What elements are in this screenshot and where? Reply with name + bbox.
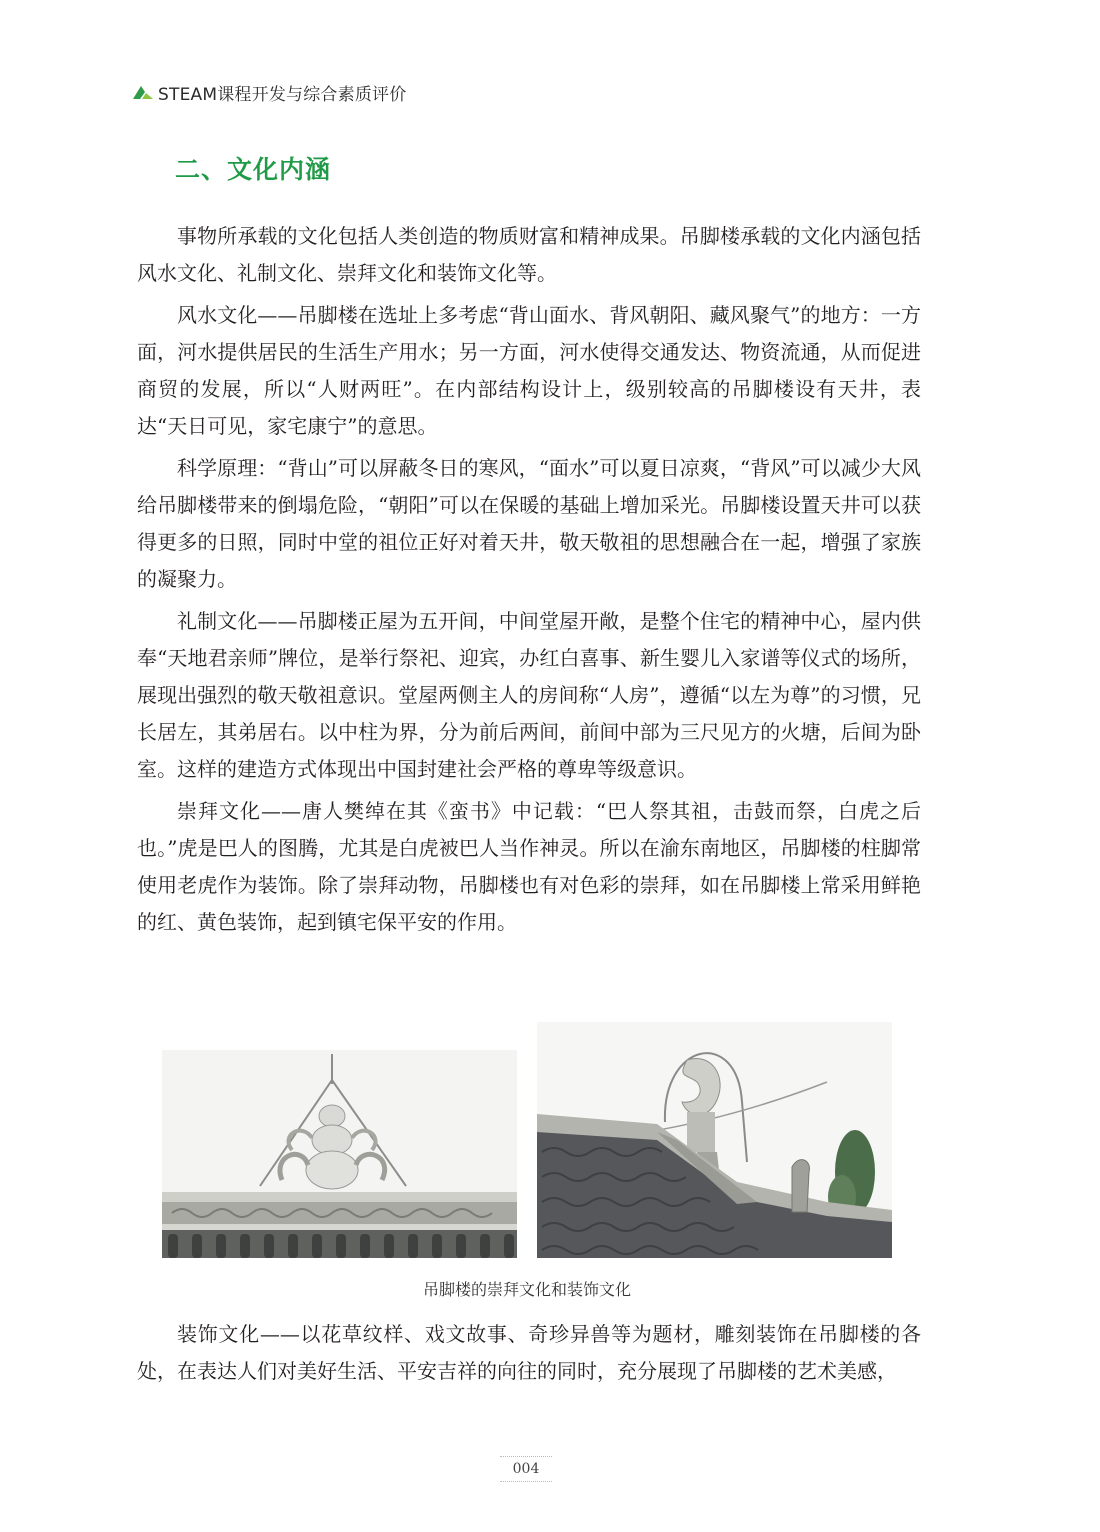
page-number: 004 (500, 1456, 552, 1482)
paragraph: 科学原理：“背山”可以屏蔽冬日的寒风，“面水”可以夏日凉爽，“背风”可以减少大风给吊脚楼带来的倒塌危险，“朝阳”可以在保暖的基础上增加采光。吊脚楼设置天井可以获得更多的日照，同时中堂的祖位正好对着天井，敬天敬祖的思想融合在一起，增强了家族的凝聚力。 (137, 456, 921, 591)
paragraph: 崇拜文化——唐人樊绰在其《蛮书》中记载：“巴人祭其祖，击鼓而祭，白虎之后也。”虎是巴人的图腾，尤其是白虎被巴人当作神灵。所以在渝东南地区，吊脚楼的柱脚常使用老虎作为装饰。除了崇拜动物，吊脚楼也有对色彩的崇拜，如在吊脚楼上常采用鲜艳的红、黄色装饰，起到镇宅保平安的作用。 (137, 799, 921, 934)
running-header (133, 80, 406, 104)
paragraph: 装饰文化——以花草纹样、戏文故事、奇珍异兽等为题材，雕刻装饰在吊脚楼的各处，在表达人们对美好生活、平安吉祥的向往的同时，充分展现了吊脚楼的艺术美感， (137, 1322, 921, 1383)
paragraph: 礼制文化——吊脚楼正屋为五开间，中间堂屋开敞，是整个住宅的精神中心，屋内供奉“天地君亲师”牌位，是举行祭祀、迎宾，办红白喜事、新生婴儿入家谱等仪式的场所，展现出强烈的敬天敬祖意识。堂屋两侧主人的房间称“人房”，遵循“以左为尊”的习惯，兄长居左，其弟居右。以中柱为界，分为前后两间，前间中部为三尺见方的火塘，后间为卧室。这样的建造方式体现出中国封建社会严格的尊卑等级意识。 (137, 609, 921, 781)
body-text-bottom (137, 1316, 921, 1395)
green-triangle-logo-icon (133, 84, 153, 100)
figure-caption: 吊脚楼的崇拜文化和装饰文化 (422, 1280, 631, 1299)
header-title: STEAM课程开发与综合素质评价 (158, 84, 407, 105)
photo-roof-ridge-ornament (162, 1050, 517, 1258)
paragraph: 事物所承载的文化包括人类创造的物质财富和精神成果。吊脚楼承载的文化内涵包括风水文化、礼制文化、崇拜文化和装饰文化等。 (137, 224, 921, 285)
paragraph: 风水文化——吊脚楼在选址上多考虑“背山面水、背风朝阳、藏风聚气”的地方：一方面，河水提供居民的生活生产用水；另一方面，河水使得交通发达、物资流通，从而促进商贸的发展，所以“人财两旺”。在内部结构设计上，级别较高的吊脚楼设有天井，表达“天日可见，家宅康宁”的意思。 (137, 303, 921, 438)
section-title: 二、文化内涵 (175, 155, 332, 184)
photo-roof-fish-ornament (537, 1022, 892, 1258)
body-text-top (137, 218, 921, 946)
